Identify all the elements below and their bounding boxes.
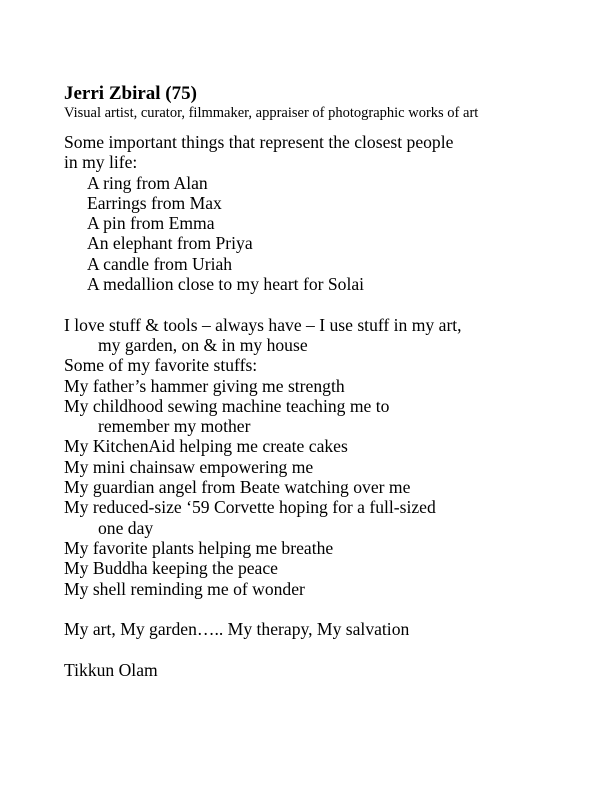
section2-intro-line1: I love stuff & tools – always have – I use stuff in my art, [64,314,462,335]
signoff: Tikkun Olam [64,659,158,680]
document-page [64,84,584,680]
list-item: An elephant from Priya [87,233,253,254]
section1-intro-line2: in my life: [64,152,138,173]
closing-line: My art, My garden….. My therapy, My salvation [64,619,410,640]
favorite-item: My father’s hammer giving me strength [64,375,345,396]
paragraph-gap [64,294,584,314]
author-name: Jerri Zbiral (75) [64,83,197,104]
favorite-item-continuation: one day [98,517,154,538]
favorite-item: My childhood sewing machine teaching me to [64,395,390,416]
list-item: A medallion close to my heart for Solai [87,274,365,295]
list-item: A ring from Alan [87,172,208,193]
section2-intro-line2: my garden, on & in my house [98,334,308,355]
favorite-item: My favorite plants helping me breathe [64,537,334,558]
paragraph-gap [64,599,584,619]
list-item: Earrings from Max [87,192,222,213]
list-item: A pin from Emma [87,213,215,234]
author-subtitle: Visual artist, curator, filmmaker, appraiser of photographic works of art [64,105,479,121]
favorite-item: My shell reminding me of wonder [64,578,305,599]
favorite-item: My mini chainsaw empowering me [64,456,314,477]
section1-intro-line1: Some important things that represent the closest people [64,132,454,152]
document-body [64,132,584,680]
favorites-heading: Some of my favorite stuffs: [64,355,258,376]
favorite-item-continuation: remember my mother [98,416,251,437]
favorite-item: My KitchenAid helping me create cakes [64,436,348,457]
favorite-item: My reduced-size ‘59 Corvette hoping for a full-sized [64,497,436,518]
list-item: A candle from Uriah [87,253,233,274]
favorite-item: My Buddha keeping the peace [64,558,278,579]
paragraph-gap [64,639,584,659]
favorite-item: My guardian angel from Beate watching over me [64,477,411,498]
